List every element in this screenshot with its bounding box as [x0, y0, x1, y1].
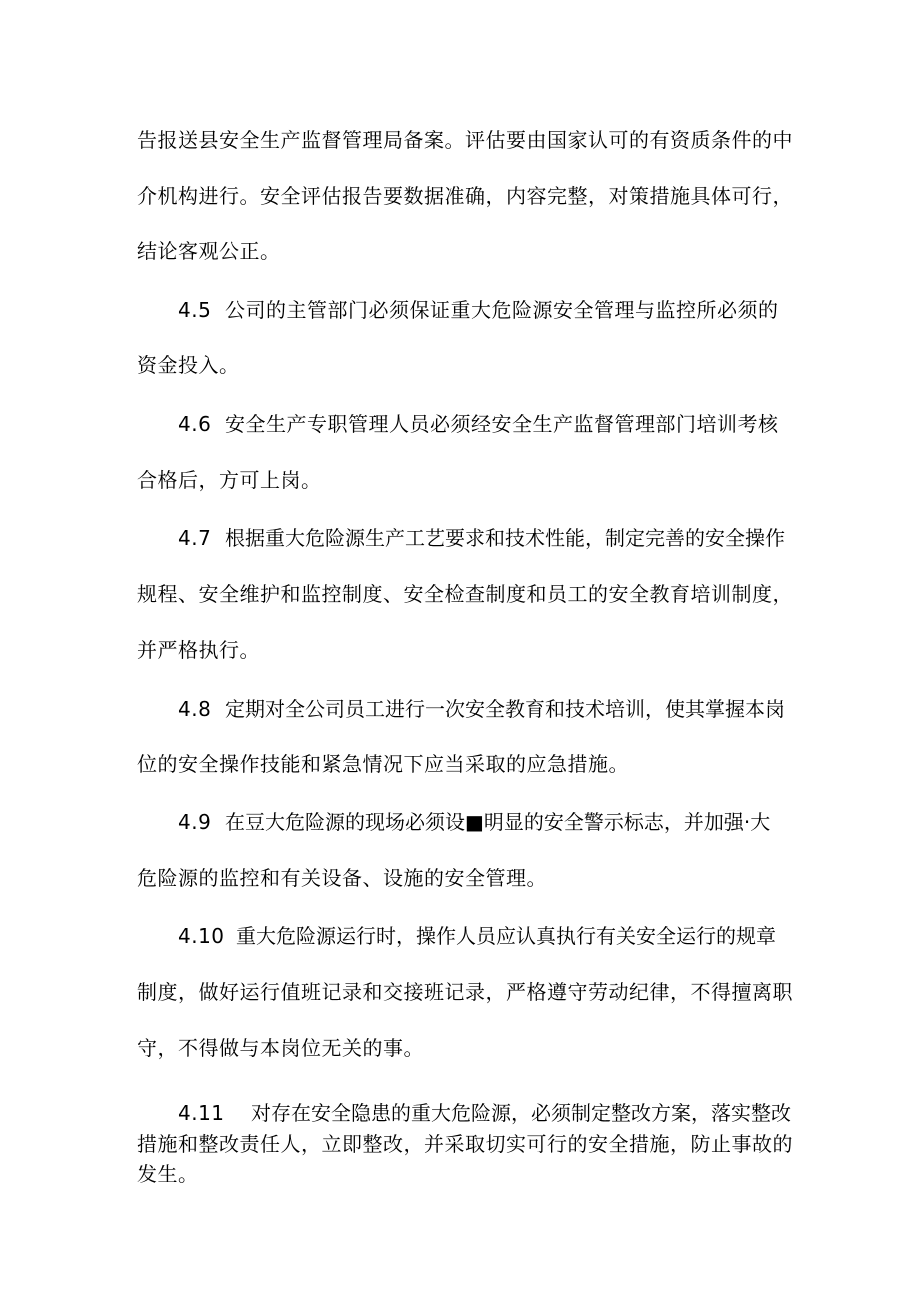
clause-text: 在豆大危险源的现场必须设■明显的安全警示标志，并加强·大 — [225, 810, 771, 834]
clause-text: 重大危险源运行时，操作人员应认真执行有关安全运行的规章 — [236, 924, 776, 948]
clause-4-7-first-line — [178, 524, 785, 552]
paragraph-line: 结论客观公正。 — [137, 239, 281, 263]
clause-number: 4.11 — [178, 1101, 225, 1125]
clause-text: 公司的主管部门必须保证重大危险源安全管理与监控所必须的 — [225, 298, 779, 322]
paragraph-line: 并严格执行。 — [137, 638, 260, 662]
paragraph-line: 合格后，方可上岗。 — [137, 468, 322, 492]
paragraph-line: 规程、安全维护和监控制度、安全检查制度和员工的安全教育培训制度， — [137, 582, 793, 606]
paragraph-line: 制度，做好运行值班记录和交接班记录，严格遵守劳动纪律，不得擅离职 — [137, 980, 793, 1004]
clause-4-8-first-line — [178, 695, 785, 723]
clause-4-10-first-line — [178, 922, 776, 950]
clause-4-6-first-line — [178, 410, 779, 438]
paragraph-line: 位的安全操作技能和紧急情况下应当采取的应急措施。 — [137, 752, 629, 776]
clause-number: 4.5 — [178, 298, 212, 322]
clause-text: 安全生产专职管理人员必须经安全生产监督管理部门培训考核 — [225, 412, 779, 436]
paragraph-line: 告报送县安全生产监督管理局备案。评估要由国家认可的有资质条件的中 — [137, 128, 793, 152]
paragraph-line: 措施和整改责任人，立即整改，并采取切实可行的安全措施，防止事故的 — [137, 1132, 793, 1156]
clause-number: 4.9 — [178, 810, 212, 834]
paragraph-line: 资金投入。 — [137, 353, 240, 377]
clause-4-5-first-line — [178, 296, 779, 324]
paragraph-line: 发生。 — [137, 1162, 199, 1186]
paragraph-line: 守，不得做与本岗位无关的事。 — [137, 1036, 424, 1060]
clause-number: 4.10 — [178, 924, 225, 948]
clause-number: 4.8 — [178, 697, 212, 721]
clause-number: 4.7 — [178, 526, 212, 550]
clause-4-11-first-line — [178, 1099, 791, 1127]
clause-4-9-first-line — [178, 808, 770, 836]
clause-number: 4.6 — [178, 412, 212, 436]
paragraph-line: 介机构进行。安全评估报告要数据准确，内容完整，对策措施具体可行， — [137, 184, 793, 208]
paragraph-line: 危险源的监控和有关设备、设施的安全管理。 — [137, 866, 547, 890]
clause-text: 根据重大危险源生产工艺要求和技术性能，制定完善的安全操作 — [225, 526, 785, 550]
clause-text: 对存在安全隐患的重大危险源，必须制定整改方案，落实整改 — [251, 1101, 791, 1125]
clause-text: 定期对全公司员工进行一次安全教育和技术培训，使其掌握本岗 — [225, 697, 785, 721]
